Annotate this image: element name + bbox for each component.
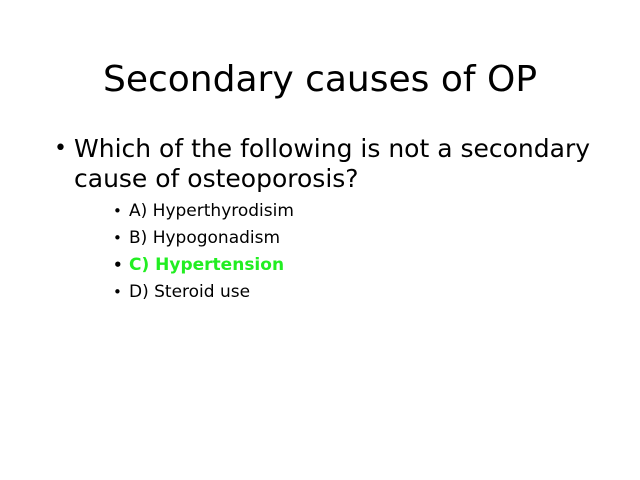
option-label: A) Hyperthyrodisim — [129, 201, 294, 221]
bullet-icon: • — [113, 202, 122, 220]
option-d — [113, 280, 513, 307]
option-label: B) Hypogonadism — [129, 228, 281, 248]
bullet-icon: • — [54, 136, 67, 161]
option-c-correct-answer — [113, 253, 513, 280]
bullet-icon: • — [113, 256, 123, 274]
question-text: Which of the following is not a secondary cause of osteoporosis? — [74, 134, 591, 193]
option-label: D) Steroid use — [129, 282, 251, 302]
bullet-icon: • — [113, 229, 122, 247]
question-bullet — [54, 134, 594, 194]
slide-title: Secondary causes of OP — [102, 59, 538, 100]
option-b — [113, 226, 513, 253]
option-label: C) Hypertension — [129, 255, 285, 275]
bullet-icon: • — [113, 283, 122, 301]
answer-options — [113, 199, 513, 307]
option-a — [113, 199, 513, 226]
